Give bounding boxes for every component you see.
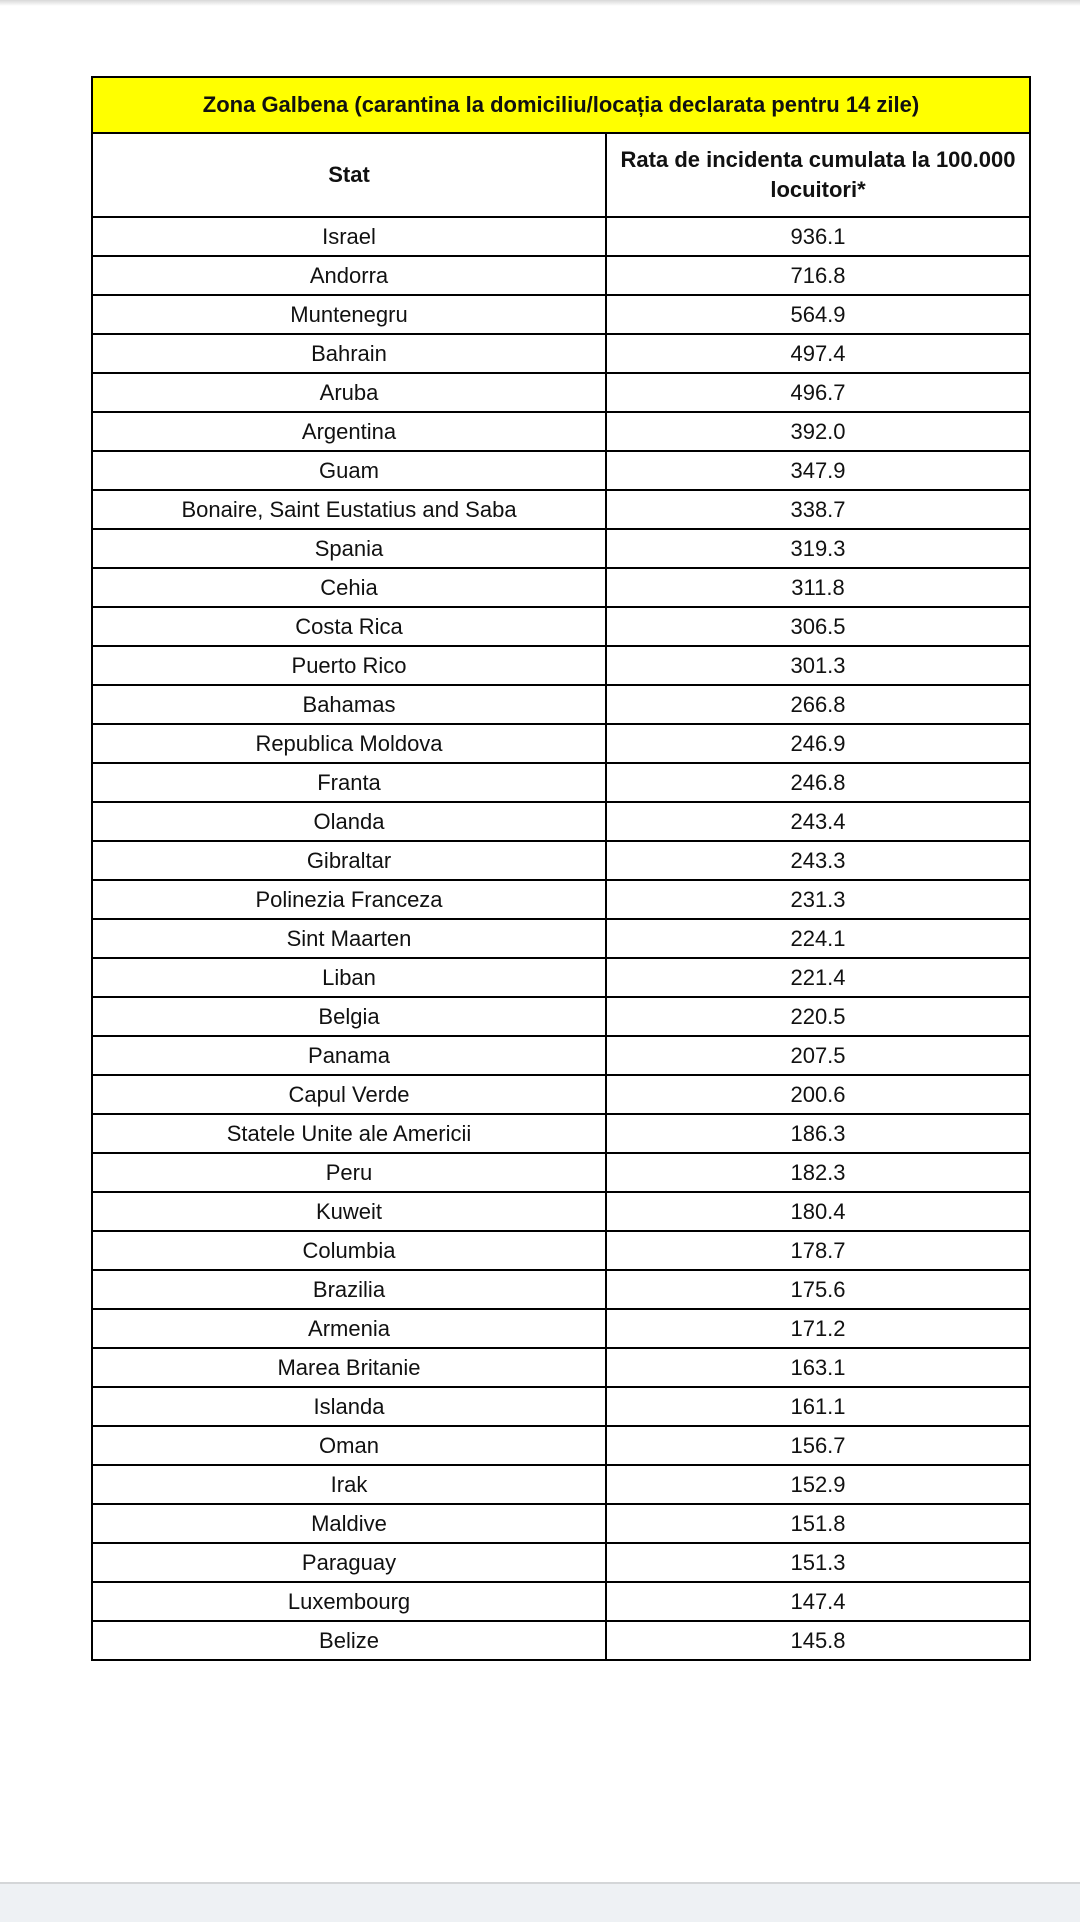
table-row bbox=[92, 529, 1030, 568]
table-row bbox=[92, 412, 1030, 451]
country-cell: Belize bbox=[92, 1621, 606, 1660]
table-row bbox=[92, 1426, 1030, 1465]
incidence-cell: 301.3 bbox=[606, 646, 1030, 685]
country-cell: Sint Maarten bbox=[92, 919, 606, 958]
yellow-zone-table bbox=[91, 76, 1031, 1661]
bottom-bar bbox=[0, 1882, 1080, 1922]
incidence-cell: 171.2 bbox=[606, 1309, 1030, 1348]
country-cell: Argentina bbox=[92, 412, 606, 451]
incidence-cell: 231.3 bbox=[606, 880, 1030, 919]
table-row bbox=[92, 919, 1030, 958]
table-row bbox=[92, 256, 1030, 295]
incidence-cell: 221.4 bbox=[606, 958, 1030, 997]
table-row bbox=[92, 1621, 1030, 1660]
country-cell: Armenia bbox=[92, 1309, 606, 1348]
table-row bbox=[92, 1114, 1030, 1153]
country-cell: Belgia bbox=[92, 997, 606, 1036]
country-cell: Oman bbox=[92, 1426, 606, 1465]
table-row bbox=[92, 724, 1030, 763]
incidence-cell: 156.7 bbox=[606, 1426, 1030, 1465]
country-cell: Marea Britanie bbox=[92, 1348, 606, 1387]
table-row bbox=[92, 802, 1030, 841]
country-cell: Andorra bbox=[92, 256, 606, 295]
incidence-cell: 151.8 bbox=[606, 1504, 1030, 1543]
incidence-cell: 936.1 bbox=[606, 217, 1030, 256]
incidence-cell: 246.8 bbox=[606, 763, 1030, 802]
country-cell: Gibraltar bbox=[92, 841, 606, 880]
country-cell: Statele Unite ale Americii bbox=[92, 1114, 606, 1153]
country-cell: Islanda bbox=[92, 1387, 606, 1426]
country-cell: Muntenegru bbox=[92, 295, 606, 334]
table-row bbox=[92, 295, 1030, 334]
country-cell: Aruba bbox=[92, 373, 606, 412]
table-row bbox=[92, 1543, 1030, 1582]
country-cell: Guam bbox=[92, 451, 606, 490]
table-row bbox=[92, 217, 1030, 256]
country-cell: Panama bbox=[92, 1036, 606, 1075]
table-row bbox=[92, 958, 1030, 997]
country-cell: Kuweit bbox=[92, 1192, 606, 1231]
country-cell: Capul Verde bbox=[92, 1075, 606, 1114]
table-row bbox=[92, 1075, 1030, 1114]
table-row bbox=[92, 451, 1030, 490]
incidence-cell: 497.4 bbox=[606, 334, 1030, 373]
incidence-cell: 246.9 bbox=[606, 724, 1030, 763]
incidence-cell: 716.8 bbox=[606, 256, 1030, 295]
country-cell: Bahrain bbox=[92, 334, 606, 373]
table-row bbox=[92, 490, 1030, 529]
country-cell: Spania bbox=[92, 529, 606, 568]
country-cell: Republica Moldova bbox=[92, 724, 606, 763]
incidence-cell: 306.5 bbox=[606, 607, 1030, 646]
incidence-cell: 175.6 bbox=[606, 1270, 1030, 1309]
country-cell: Olanda bbox=[92, 802, 606, 841]
table-row bbox=[92, 1504, 1030, 1543]
country-cell: Polinezia Franceza bbox=[92, 880, 606, 919]
column-header-country: Stat bbox=[92, 133, 606, 217]
table-row bbox=[92, 880, 1030, 919]
incidence-cell: 186.3 bbox=[606, 1114, 1030, 1153]
incidence-cell: 178.7 bbox=[606, 1231, 1030, 1270]
table-row bbox=[92, 1231, 1030, 1270]
table-title: Zona Galbena (carantina la domiciliu/locația declarata pentru 14 zile) bbox=[92, 77, 1030, 133]
table-row bbox=[92, 373, 1030, 412]
country-cell: Paraguay bbox=[92, 1543, 606, 1582]
table-row bbox=[92, 997, 1030, 1036]
table-row bbox=[92, 1270, 1030, 1309]
table-row bbox=[92, 1192, 1030, 1231]
incidence-cell: 266.8 bbox=[606, 685, 1030, 724]
incidence-cell: 207.5 bbox=[606, 1036, 1030, 1075]
incidence-cell: 180.4 bbox=[606, 1192, 1030, 1231]
table-row bbox=[92, 1036, 1030, 1075]
incidence-cell: 243.4 bbox=[606, 802, 1030, 841]
table-row bbox=[92, 607, 1030, 646]
country-cell: Maldive bbox=[92, 1504, 606, 1543]
table-row bbox=[92, 1465, 1030, 1504]
incidence-cell: 496.7 bbox=[606, 373, 1030, 412]
table-row bbox=[92, 1387, 1030, 1426]
country-cell: Bahamas bbox=[92, 685, 606, 724]
incidence-cell: 182.3 bbox=[606, 1153, 1030, 1192]
incidence-cell: 152.9 bbox=[606, 1465, 1030, 1504]
incidence-cell: 147.4 bbox=[606, 1582, 1030, 1621]
incidence-cell: 161.1 bbox=[606, 1387, 1030, 1426]
country-cell: Peru bbox=[92, 1153, 606, 1192]
country-cell: Liban bbox=[92, 958, 606, 997]
incidence-cell: 220.5 bbox=[606, 997, 1030, 1036]
incidence-cell: 224.1 bbox=[606, 919, 1030, 958]
country-cell: Brazilia bbox=[92, 1270, 606, 1309]
table-row bbox=[92, 646, 1030, 685]
table-row bbox=[92, 568, 1030, 607]
incidence-cell: 243.3 bbox=[606, 841, 1030, 880]
country-cell: Israel bbox=[92, 217, 606, 256]
incidence-cell: 564.9 bbox=[606, 295, 1030, 334]
top-shadow bbox=[0, 0, 1080, 6]
incidence-cell: 338.7 bbox=[606, 490, 1030, 529]
country-cell: Irak bbox=[92, 1465, 606, 1504]
table-row bbox=[92, 841, 1030, 880]
table-row bbox=[92, 334, 1030, 373]
country-cell: Luxembourg bbox=[92, 1582, 606, 1621]
incidence-cell: 311.8 bbox=[606, 568, 1030, 607]
table-body bbox=[92, 217, 1030, 1660]
table-row bbox=[92, 1153, 1030, 1192]
country-cell: Columbia bbox=[92, 1231, 606, 1270]
incidence-cell: 163.1 bbox=[606, 1348, 1030, 1387]
incidence-cell: 151.3 bbox=[606, 1543, 1030, 1582]
country-cell: Franta bbox=[92, 763, 606, 802]
incidence-cell: 319.3 bbox=[606, 529, 1030, 568]
table-row bbox=[92, 763, 1030, 802]
table-row bbox=[92, 1309, 1030, 1348]
incidence-cell: 392.0 bbox=[606, 412, 1030, 451]
incidence-cell: 145.8 bbox=[606, 1621, 1030, 1660]
incidence-cell: 347.9 bbox=[606, 451, 1030, 490]
column-header-incidence-rate: Rata de incidenta cumulata la 100.000 locuitori* bbox=[606, 133, 1030, 217]
table-row bbox=[92, 1582, 1030, 1621]
country-cell: Puerto Rico bbox=[92, 646, 606, 685]
table-row bbox=[92, 1348, 1030, 1387]
country-cell: Cehia bbox=[92, 568, 606, 607]
country-cell: Bonaire, Saint Eustatius and Saba bbox=[92, 490, 606, 529]
country-cell: Costa Rica bbox=[92, 607, 606, 646]
table-row bbox=[92, 685, 1030, 724]
incidence-cell: 200.6 bbox=[606, 1075, 1030, 1114]
